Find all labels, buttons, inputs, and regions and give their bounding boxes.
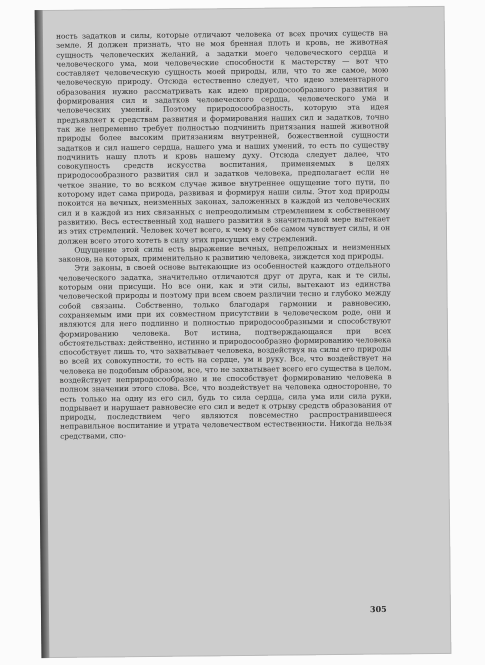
body-text [56,28,394,601]
paragraph-1: ность задатков и силы, которые отличают человека от всех прочих существ на земле. Я должен признать, что не моя бренная плоть и кровь, не животная сущность человеческих желаний, а задатки моего человеческого сердца и человеческого ума, мои человеческие способности к мастерству — вот что составляет человеческую сущность моей природы, или, что то же самое, мою человеческую природу. Отсюда естественно следует, что идею элементарного образования нужно рассматривать как идею природосообразного развития и формирования сил и задатков человеческого сердца, человеческого ума и человеческих умений. Поэтому природосообразность, которую эта идея предъявляет к средствам развития и формирования наших сил и задатков, точно так же непременно требует полностью подчинить притязания нашей животной природы более высоким притязаниям внутренней, божественной сущности задатков и сил нашего сердца, нашего ума и наших умений, то есть по существу подчинить нашу плоть и кровь нашему духу. Отсюда следует далее, что совокупность средств искусства воспитания, применяемых в целях природосообразного развития сил и задатков человека, предполагает если не четкое знание, то во всяком случае живое внутреннее ощущение того пути, по которому идет сама природа, развивая и формируя наши силы. Этот ход природы покоится на вечных, неизменных законах, заложенных в каждой из человеческих сил и в каждой из них связанных с непреодолимым стремлением к собственному развитию. Весь естественный ход нашего развития в значительной мере вытекает из этих стремлений. Человек хочет всего, к чему в себе самом чувствует силы, и он должен всего этого хотеть в силу этих присущих ему стремлений. [56,28,391,246]
page-number: 305 [369,603,387,615]
paragraph-3: Эти законы, в своей основе вытекающие из особенностей каждого отдельного человеческого задатка, значительно отличаются друг от друга, как и те силы, которым они присущи. Но все они, как и эти силы, вытекают из единства человеческой природы и поэтому при всем своем различии тесно и глубоко между собой связаны. Собственно, только благодаря гармонии и равновесию, сохраняемым ими при их совместном присутствии в человеческом роде, они и являются для него подлинно и полностью природосообразными и способствуют формированию человека. Вот истина, подтверждающаяся при всех обстоятельствах: действенно, истинно и природосообразно формированию человека способствует лишь то, что захватывает человека, воздействуя на силы его природы во всей их совокупности, то есть на сердце, ум и руку. Все, что воздействует на человека не подобным образом, все, что не захватывает всего его существа в целом, воздействует неприродосообразно и не способствует формированию человека в полном значении этого слова. Все, что воздействует на человека односторонне, то есть только на одну из его сил, будь то сила сердца, сила ума или сила руки, подрывает и нарушает равновесие его сил и ведет к отрыву средств образования от природы, последствием чего являются повсеместно распространившееся неправильное воспитание и утрата человечеством естественности. Никогда нельзя средствами, спо- [58,260,393,441]
paragraph-2: Ощущение этой силы есть выражение вечных, непреложных и неизменных законов, на которых, применительно к развитию человека, зиждется ход природы. [58,242,391,264]
